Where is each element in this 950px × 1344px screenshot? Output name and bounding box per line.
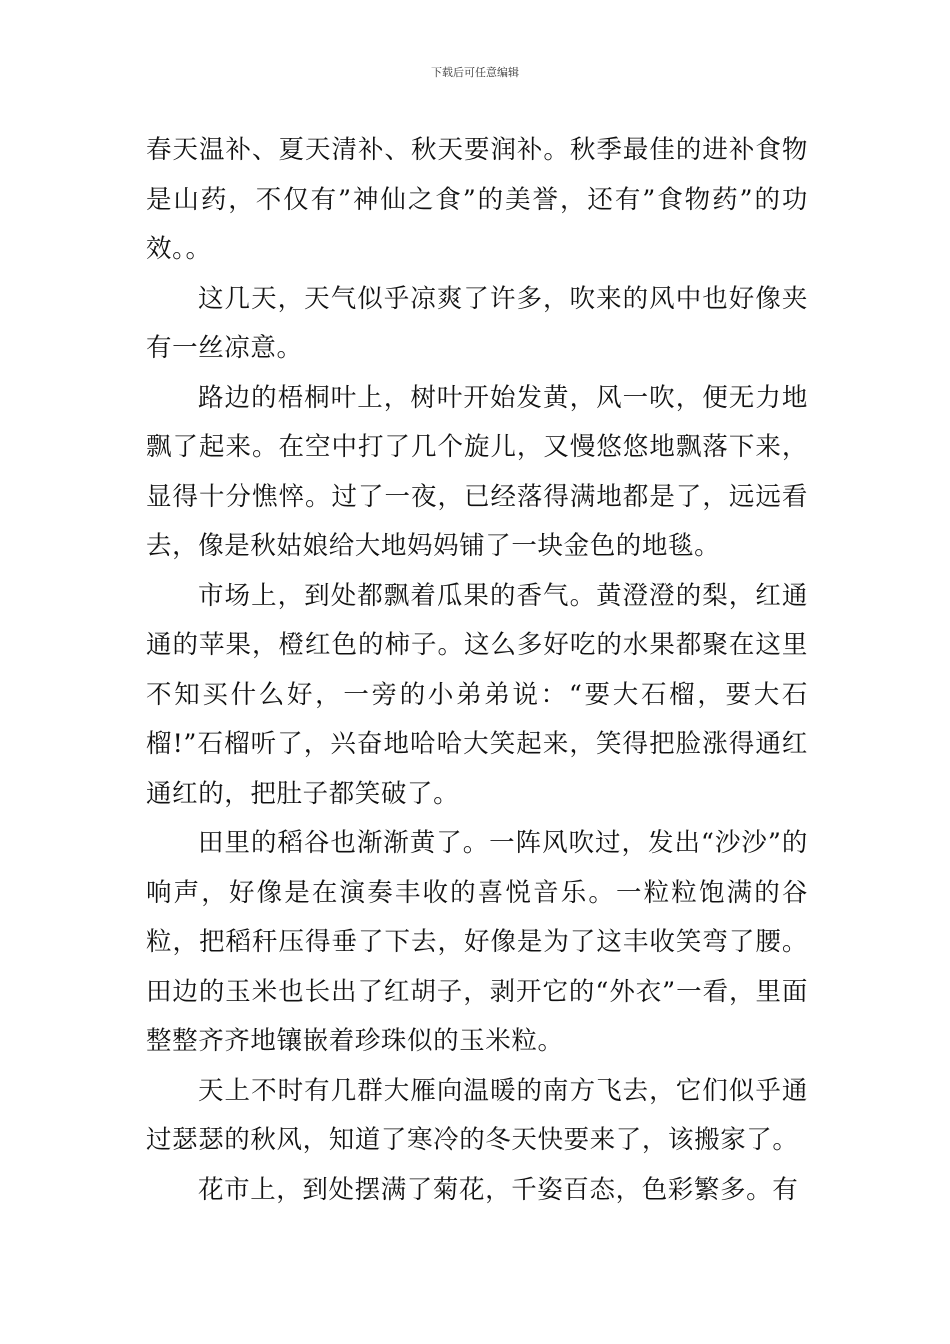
paragraph-3: 路边的梧桐叶上，树叶开始发黄，风一吹，便无力地飘了起来。在空中打了几个旋儿，又慢悠悠地飘落下来，显得十分憔悴。过了一夜，已经落得满地都是了，远远看去，像是秋姑娘给大地妈妈铺了一块金色的地毯。 — [146, 382, 808, 561]
paragraph-7: 花市上，到处摆满了菊花，千姿百态，色彩繁多。有 — [198, 1174, 799, 1205]
document-body — [146, 126, 808, 1215]
paragraph-1: 春天温补、夏天清补、秋天要润补。秋季最佳的进补食物是山药，不仅有”神仙之食”的美誉，还有”食物药”的功效。。 — [146, 135, 808, 264]
paragraph-6: 天上不时有几群大雁向温暖的南方飞去，它们似乎通过瑟瑟的秋风，知道了寒冷的冬天快要来了，该搬家了。 — [146, 1075, 808, 1155]
paragraph-4: 市场上，到处都飘着瓜果的香气。黄澄澄的梨，红通通的苹果，橙红色的柿子。这么多好吃的水果都聚在这里不知买什么好，一旁的小弟弟说：“要大石榴，要大石榴!”石榴听了，兴奋地哈哈大笑起来，笑得把脸涨得通红通红的，把肚子都笑破了。 — [146, 580, 808, 809]
paragraph-5: 田里的稻谷也渐渐黄了。一阵风吹过，发出“沙沙”的响声，好像是在演奏丰收的喜悦音乐。一粒粒饱满的谷粒，把稻秆压得垂了下去，好像是为了这丰收笑弯了腰。田边的玉米也长出了红胡子，剥开它的“外衣”一看，里面整整齐齐地镶嵌着珍珠似的玉米粒。 — [146, 828, 808, 1056]
page-header: 下载后可任意编辑 — [431, 66, 519, 79]
paragraph-2: 这几天，天气似乎凉爽了许多，吹来的风中也好像夹有一丝凉意。 — [146, 283, 808, 363]
